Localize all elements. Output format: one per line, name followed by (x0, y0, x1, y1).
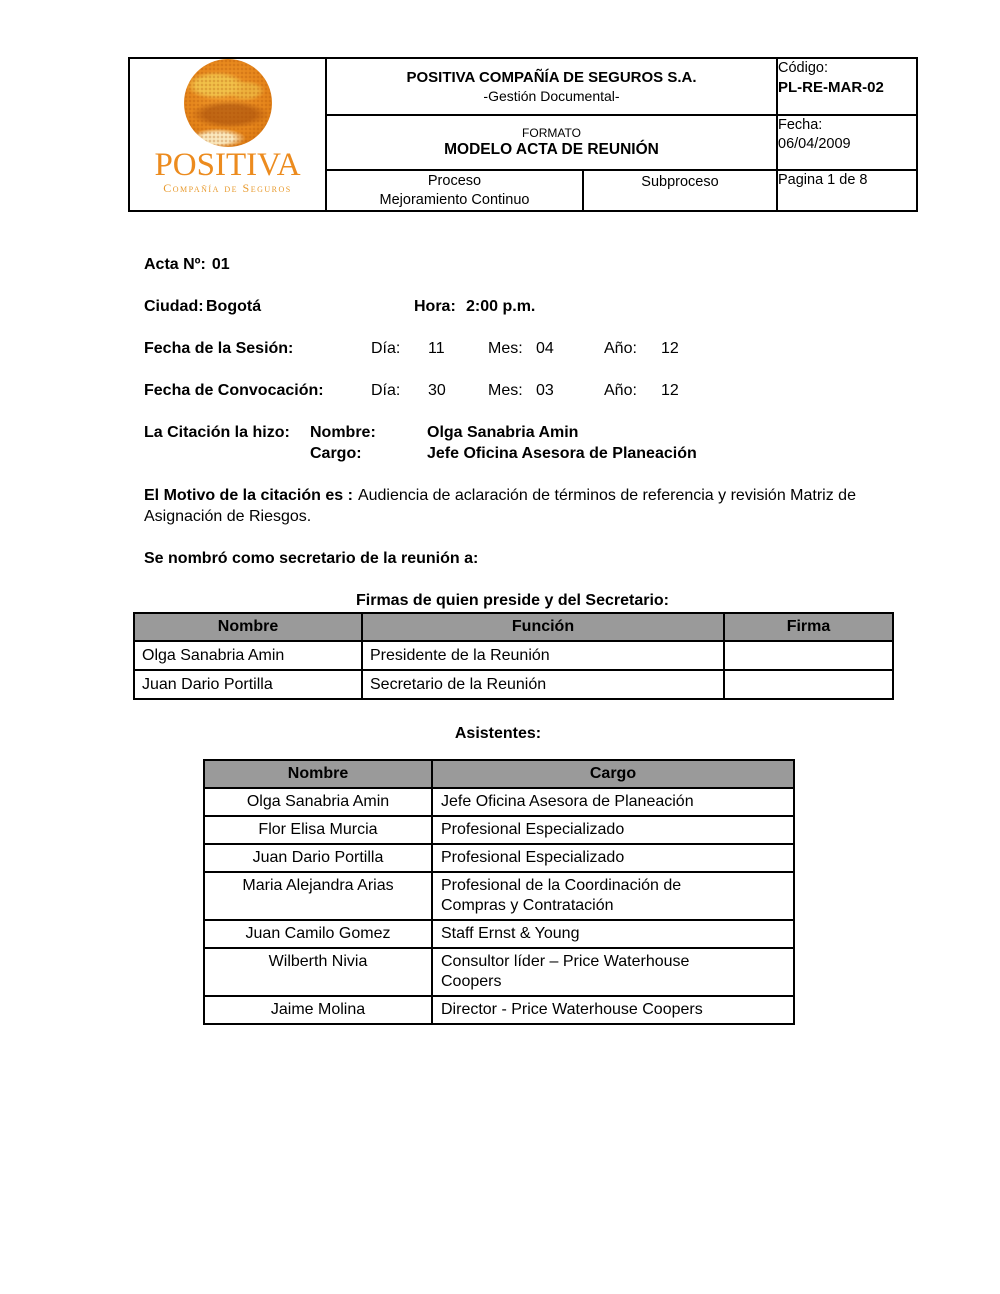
code-cell (777, 58, 917, 115)
call-date-line (144, 380, 870, 401)
session-month-value: 04 (536, 340, 554, 357)
table-row (204, 816, 794, 844)
firmas-funcion: Presidente de la Reunión (362, 641, 724, 670)
acta-label: Acta Nº: (144, 256, 206, 273)
call-day-value: 30 (428, 382, 446, 399)
column-header-nombre: Nombre (134, 613, 362, 641)
code-value: PL-RE-MAR-02 (778, 79, 884, 96)
logo-tagline-text: Compañía de Seguros (163, 181, 292, 195)
time-label: Hora: (414, 298, 456, 315)
table-row (204, 872, 794, 920)
asistente-nombre: Juan Dario Portilla (204, 844, 432, 872)
process-label: Proceso (427, 173, 482, 189)
positiva-sun-icon (184, 59, 272, 147)
firmas-firma (724, 670, 893, 699)
company-cell (326, 58, 777, 115)
asistente-nombre: Juan Camilo Gomez (204, 920, 432, 948)
motive-text: Audiencia de aclaración de términos de referencia y revisión Matriz de Asignación de Riesgos. (144, 487, 856, 525)
citation-label: La Citación la hizo: (144, 424, 290, 441)
subprocess-label: Subproceso (641, 174, 719, 190)
city-label: Ciudad: (144, 298, 204, 315)
asistente-nombre: Wilberth Nivia (204, 948, 432, 996)
time-value: 2:00 p.m. (466, 298, 536, 315)
call-year-value: 12 (661, 382, 679, 399)
session-day-value: 11 (428, 340, 445, 357)
document-title: MODELO ACTA DE REUNIÓN (444, 141, 659, 158)
column-header-funcion: Función (362, 613, 724, 641)
table-row (204, 996, 794, 1024)
table-row (204, 948, 794, 996)
date-cell (777, 115, 917, 170)
citation-role-label: Cargo: (310, 445, 362, 462)
asistente-nombre: Maria Alejandra Arias (204, 872, 432, 920)
firmas-funcion: Secretario de la Reunión (362, 670, 724, 699)
call-month-label: Mes: (488, 382, 523, 399)
secretary-line: Se nombró como secretario de la reunión a: (144, 550, 479, 567)
page-number: Pagina 1 de 8 (777, 170, 917, 211)
call-day-label: Día: (371, 382, 401, 399)
asistentes-title: Asistentes: (454, 725, 542, 742)
department-name: -Gestión Documental- (483, 88, 620, 104)
code-label: Código: (778, 60, 828, 76)
city-time-line (144, 296, 870, 317)
asistentes-table (203, 759, 795, 1025)
firmas-nombre: Olga Sanabria Amin (134, 641, 362, 670)
firmas-firma (724, 641, 893, 670)
date-label: Fecha: (778, 117, 823, 133)
asistente-nombre: Jaime Molina (204, 996, 432, 1024)
asistente-cargo: Staff Ernst & Young (432, 920, 794, 948)
asistente-cargo: Profesional Especializado (432, 816, 794, 844)
process-cell (326, 170, 777, 211)
citation-name-value: Olga Sanabria Amin (427, 424, 579, 441)
city-value: Bogotá (206, 298, 262, 315)
firmas-title: Firmas de quien preside y del Secretario: (356, 592, 669, 609)
motive-paragraph (144, 485, 870, 527)
motive-label: El Motivo de la citación es : (144, 487, 353, 504)
session-year-label: Año: (604, 340, 637, 357)
firmas-table (133, 612, 894, 700)
format-cell (326, 115, 777, 170)
session-day-label: Día: (371, 340, 401, 357)
column-header-cargo: Cargo (432, 760, 794, 788)
positiva-logo (130, 59, 325, 195)
asistente-cargo: Profesional de la Coordinación de Compras y Contratación (432, 872, 794, 920)
table-row (204, 920, 794, 948)
asistente-cargo: Jefe Oficina Asesora de Planeación (432, 788, 794, 816)
asistente-nombre: Olga Sanabria Amin (204, 788, 432, 816)
citation-role-value: Jefe Oficina Asesora de Planeación (427, 445, 697, 462)
session-month-label: Mes: (488, 340, 523, 357)
table-header-row (134, 613, 893, 641)
column-header-firma: Firma (724, 613, 893, 641)
table-row (204, 788, 794, 816)
citation-spacer (144, 443, 310, 464)
format-label: FORMATO (522, 126, 581, 140)
company-name: POSITIVA COMPAÑÍA DE SEGUROS S.A. (406, 69, 697, 86)
asistente-cargo: Profesional Especializado (432, 844, 794, 872)
session-date-label: Fecha de la Sesión: (144, 340, 294, 357)
table-row (134, 641, 893, 670)
table-header-row (204, 760, 794, 788)
date-value: 06/04/2009 (778, 136, 851, 152)
acta-number-line (144, 254, 870, 275)
column-header-nombre: Nombre (204, 760, 432, 788)
citation-block (144, 422, 870, 464)
asistente-cargo: Consultor líder – Price Waterhouse Coopers (432, 948, 794, 996)
asistente-nombre: Flor Elisa Murcia (204, 816, 432, 844)
document-header-table (128, 57, 918, 212)
process-name: Mejoramiento Continuo (379, 192, 530, 208)
acta-number: 01 (211, 256, 230, 273)
asistente-cargo: Director - Price Waterhouse Coopers (432, 996, 794, 1024)
call-month-value: 03 (536, 382, 554, 399)
firmas-nombre: Juan Dario Portilla (134, 670, 362, 699)
session-date-line (144, 338, 870, 359)
citation-name-label: Nombre: (310, 424, 376, 441)
process-box (327, 171, 584, 210)
call-year-label: Año: (604, 382, 637, 399)
table-row (134, 670, 893, 699)
session-year-value: 12 (661, 340, 679, 357)
call-date-label: Fecha de Convocación: (144, 382, 324, 399)
document-body (144, 254, 870, 569)
logo-brand-text: POSITIVA (154, 147, 301, 183)
table-row (204, 844, 794, 872)
logo-cell (129, 58, 326, 211)
